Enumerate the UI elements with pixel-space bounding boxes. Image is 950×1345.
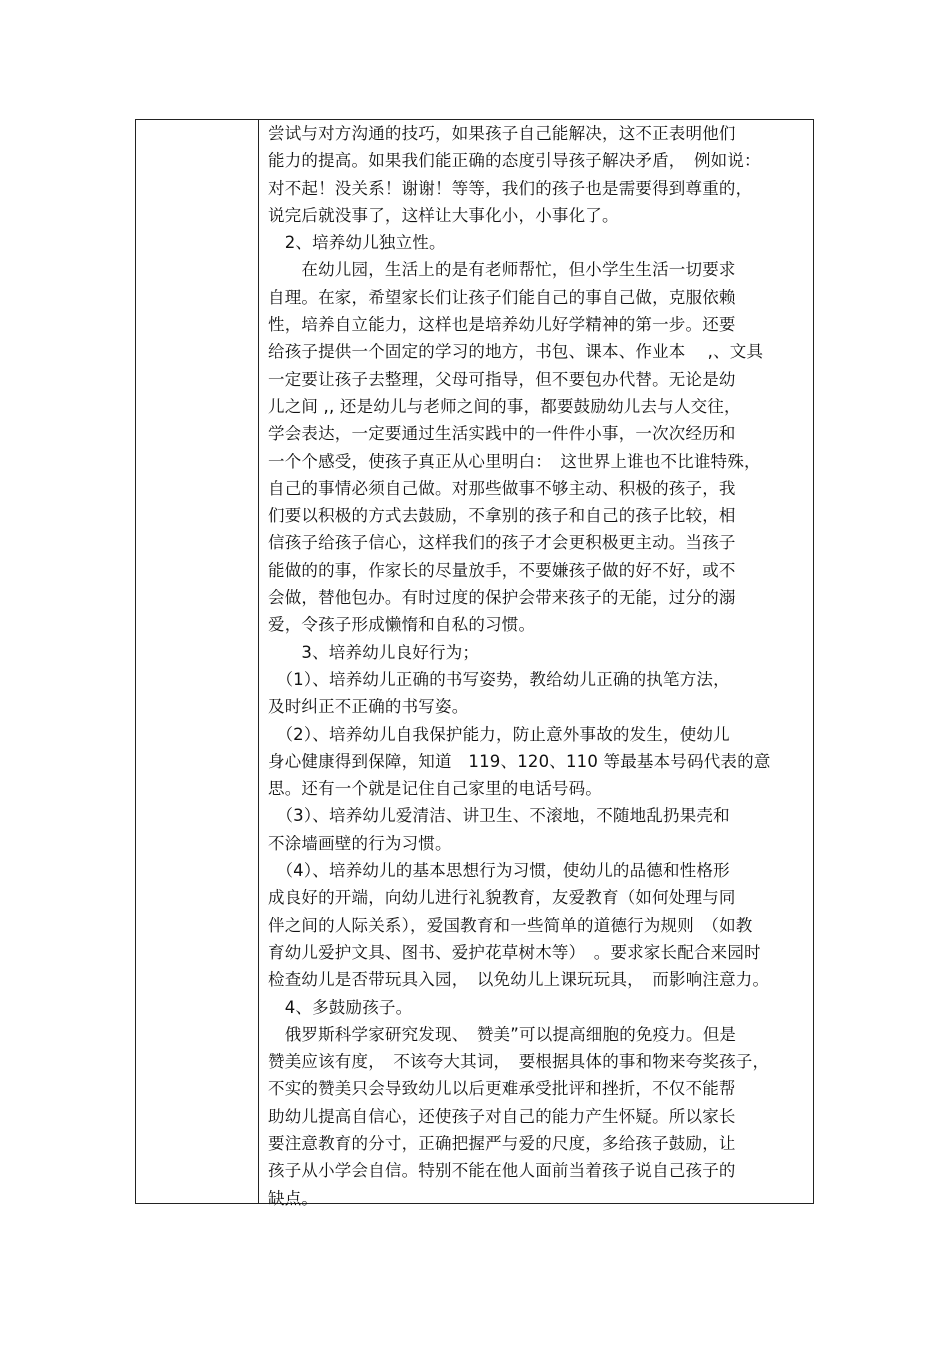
text-line: 给孩子提供一个固定的学习的地方，书包、课本、作业本 ,、文具 bbox=[268, 342, 764, 362]
text-line: 赞美应该有度， 不该夸大其词， 要根据具体的事和物来夸奖孩子， bbox=[268, 1052, 770, 1072]
text-line: 检查幼儿是否带玩具入园， 以免幼儿上课玩玩具， 而影响注意力。 bbox=[268, 970, 770, 990]
text-line: 不涂墙画壁的行为习惯。 bbox=[268, 833, 452, 853]
text-line: 思。还有一个就是记住自己家里的电话号码。 bbox=[268, 779, 602, 799]
table-left-column bbox=[136, 120, 259, 1203]
text-line: （3）、培养幼儿爱清洁、讲卫生、不滚地，不随地乱扔果壳和 bbox=[268, 806, 730, 826]
text-line: 性，培养自立能力，这样也是培养幼儿好学精神的第一步。还要 bbox=[268, 315, 736, 335]
text-line: 信孩子给孩子信心，这样我们的孩子才会更积极更主动。当孩子 bbox=[268, 533, 736, 553]
text-line: 一个个感受，使孩子真正从心里明白： 这世界上谁也不比谁特殊， bbox=[268, 451, 761, 471]
document-table bbox=[135, 119, 814, 1208]
text-line: 学会表达，一定要通过生活实践中的一件件小事，一次次经历和 bbox=[268, 424, 736, 444]
text-line: 俄罗斯科学家研究发现、 赞美”可以提高细胞的免疫力。但是 bbox=[268, 1024, 737, 1044]
table-content-cell bbox=[259, 120, 813, 1208]
text-line: 自己的事情必须自己做。对那些做事不够主动、积极的孩子，我 bbox=[268, 478, 736, 498]
text-line: 孩子从小学会自信。特别不能在他人面前当着孩子说自己孩子的 bbox=[268, 1161, 736, 1181]
text-line: 能做的的事，作家长的尽量放手，不要嫌孩子做的好不好，或不 bbox=[268, 560, 736, 580]
text-line: （1）、培养幼儿正确的书写姿势，教给幼儿正确的执笔方法， bbox=[268, 669, 730, 689]
text-line: 身心健康得到保障，知道 119、120、110 等最基本号码代表的意 bbox=[268, 751, 771, 771]
text-line: 能力的提高。如果我们能正确的态度引导孩子解决矛盾， 例如说： bbox=[268, 151, 761, 171]
text-line: 尝试与对方沟通的技巧，如果孩子自己能解决，这不正表明他们 bbox=[268, 124, 736, 143]
text-line: 对不起！没关系！谢谢！等等，我们的孩子也是需要得到尊重的， bbox=[268, 178, 753, 198]
text-line: 缺点。 bbox=[268, 1188, 319, 1208]
text-line: 4、多鼓励孩子。 bbox=[268, 997, 413, 1017]
text-line: 不实的赞美只会导致幼儿以后更难承受批评和挫折，不仅不能帮 bbox=[268, 1079, 736, 1099]
text-line: （4）、培养幼儿的基本思想行为习惯，使幼儿的品德和性格形 bbox=[268, 861, 730, 881]
text-line: 及时纠正不正确的书写姿。 bbox=[268, 697, 469, 717]
text-line: 说完后就没事了，这样让大事化小，小事化了。 bbox=[268, 205, 619, 225]
text-line: （2）、培养幼儿自我保护能力，防止意外事故的发生，使幼儿 bbox=[268, 724, 730, 744]
text-line: 要注意教育的分寸，正确把握严与爱的尺度，多给孩子鼓励，让 bbox=[268, 1133, 736, 1153]
text-line: 3、培养幼儿良好行为； bbox=[268, 642, 480, 662]
text-line: 育幼儿爱护文具、图书、爱护花草树木等） 。要求家长配合来园时 bbox=[268, 942, 761, 962]
paragraph-text bbox=[268, 120, 813, 1212]
text-line: 成良好的开端，向幼儿进行礼貌教育，友爱教育（如何处理与同 bbox=[268, 888, 736, 908]
text-line: 助幼儿提高自信心，还使孩子对自己的能力产生怀疑。所以家长 bbox=[268, 1106, 736, 1126]
text-line: 在幼儿园，生活上的是有老师帮忙，但小学生生活一切要求 bbox=[268, 260, 736, 280]
text-line: 会做，替他包办。有时过度的保护会带来孩子的无能，过分的溺 bbox=[268, 588, 736, 608]
text-line: 儿之间 ,, 还是幼儿与老师之间的事，都要鼓励幼儿去与人交往， bbox=[268, 396, 741, 416]
text-line: 爱，令孩子形成懒惰和自私的习惯。 bbox=[268, 615, 536, 635]
text-line: 们要以积极的方式去鼓励，不拿别的孩子和自己的孩子比较，相 bbox=[268, 506, 736, 526]
text-line: 2、培养幼儿独立性。 bbox=[268, 233, 446, 253]
text-line: 伴之间的人际关系），爱国教育和一些简单的道德行为规则 （如教 bbox=[268, 915, 753, 935]
text-line: 一定要让孩子去整理，父母可指导，但不要包办代替。无论是幼 bbox=[268, 369, 736, 389]
text-line: 自理。在家，希望家长们让孩子们能自己的事自己做，克服依赖 bbox=[268, 287, 736, 307]
